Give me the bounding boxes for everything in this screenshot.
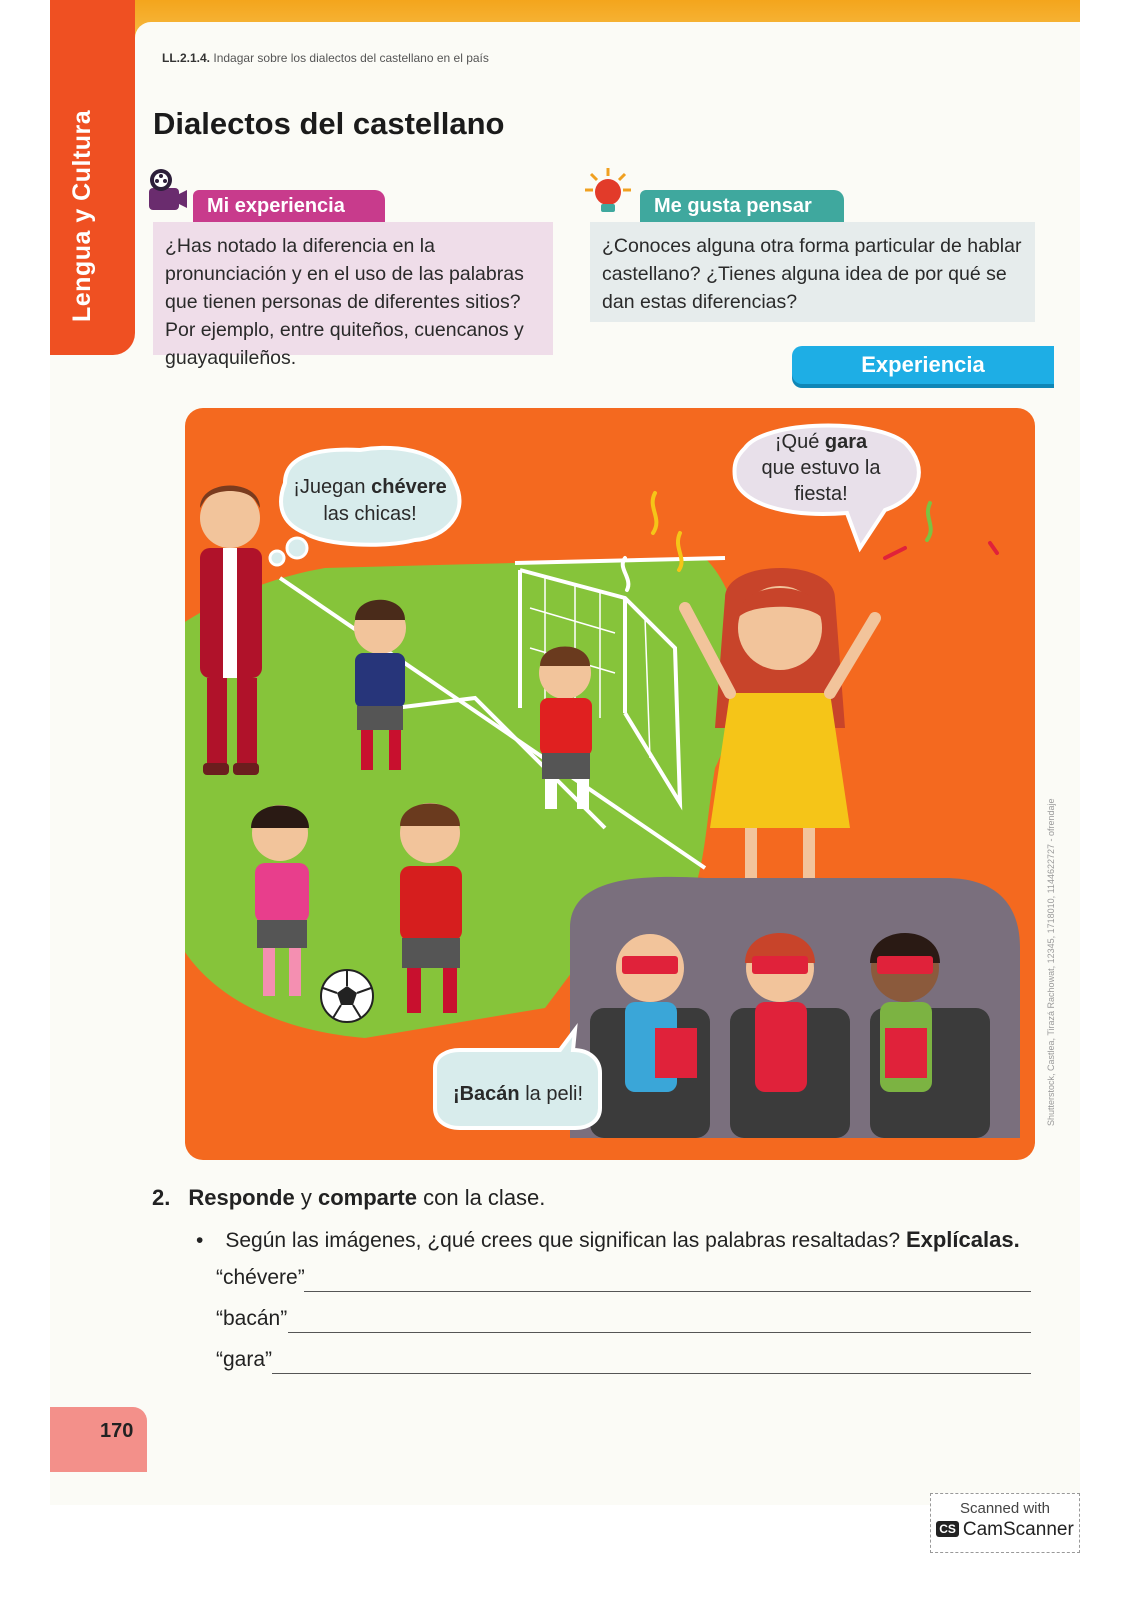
- bullet-bold: Explícalas.: [905, 1227, 1020, 1252]
- cinema-bubble-bold: ¡Bacán: [452, 1083, 520, 1105]
- answer-line-gara[interactable]: [216, 1348, 1031, 1378]
- coach-bubble-bold: chévere: [371, 476, 447, 498]
- film-camera-icon: [145, 166, 189, 216]
- page-title: Dialectos del castellano: [153, 106, 505, 141]
- mi-experiencia-label: Mi experiencia: [193, 190, 385, 222]
- question-number: 2.: [152, 1185, 171, 1210]
- me-gusta-pensar-text: ¿Conoces alguna otra forma particular de hablar castellano? ¿Tienes alguna idea de por qué se dan estas diferencias?: [590, 222, 1035, 322]
- svg-text:¡Qué gara: [775, 431, 868, 453]
- section-side-label: Lengua y Cultura: [68, 109, 96, 322]
- coach-bubble-pre: ¡Juegan: [293, 476, 372, 498]
- answer-label-bacan: “bacán”: [216, 1307, 288, 1330]
- mi-experiencia-text: ¿Has notado la diferencia en la pronunciación y en el uso de las palabras que tienen personas de diferentes sitios? Por ejemplo, entre quiteños, cuencanos y guayaquileños.: [153, 222, 553, 355]
- illustration-scene: [185, 408, 1035, 1160]
- question-word-comparte: comparte: [317, 1185, 417, 1210]
- cinema-bubble-rest: la peli!: [519, 1083, 584, 1105]
- watermark-line2-wrap: [931, 1519, 1079, 1541]
- question-word-responde: Responde: [188, 1185, 295, 1210]
- bullet-dot: •: [196, 1229, 204, 1252]
- popcorn-box-icon: [885, 1028, 927, 1078]
- kids-watching-movie: [616, 933, 940, 1092]
- page-number: 170: [100, 1420, 134, 1442]
- question-bullet: [196, 1227, 1020, 1253]
- girl-bubble-line3: fiesta!: [794, 483, 848, 505]
- experiencia-banner: Experiencia: [792, 346, 1054, 384]
- answer-line-bacan[interactable]: [216, 1307, 1031, 1337]
- soccer-ball-icon: [321, 970, 373, 1022]
- girl-bubble-bold: gara: [824, 431, 868, 453]
- skill-code: LL.2.1.4.: [162, 51, 211, 65]
- answer-label-chevere: “chévere”: [216, 1266, 305, 1289]
- svg-text:¡Bacán la peli!: [453, 1083, 583, 1105]
- camscanner-watermark: [930, 1493, 1080, 1553]
- camscanner-logo-icon: CS: [936, 1521, 959, 1537]
- question-2: [152, 1185, 545, 1211]
- girl-bubble-pre: ¡Qué: [774, 431, 825, 453]
- me-gusta-pensar-label: Me gusta pensar: [640, 190, 844, 222]
- watermark-line1: Scanned with: [959, 1500, 1051, 1517]
- answer-underline[interactable]: [304, 1291, 1031, 1292]
- bullet-text: Según las imágenes, ¿qué crees que significan las palabras resaltadas?: [225, 1229, 906, 1252]
- coach-bubble-line2: las chicas!: [323, 503, 417, 525]
- skill-code-line: [162, 51, 489, 65]
- brain-idea-icon: [583, 166, 633, 216]
- answer-label-gara: “gara”: [216, 1348, 273, 1371]
- question-word-rest: con la clase.: [417, 1185, 546, 1210]
- answer-underline[interactable]: [288, 1332, 1031, 1333]
- image-credit: Shutterstock, Castlea, Tirazá Rachowat, 12345, 1718010, 1144622727 - ofrendaje: [1046, 798, 1056, 1126]
- popcorn-box-icon: [655, 1028, 697, 1078]
- question-word-y: y: [294, 1185, 318, 1210]
- watermark-line2: CamScanner: [962, 1519, 1074, 1540]
- svg-text:¡Juegan chévere: [293, 476, 446, 498]
- girl-bubble-line2: que estuvo la: [761, 457, 881, 479]
- skill-text: Indagar sobre los dialectos del castellano en el país: [213, 51, 489, 65]
- answer-underline[interactable]: [272, 1373, 1031, 1374]
- answer-line-chevere[interactable]: [216, 1266, 1031, 1296]
